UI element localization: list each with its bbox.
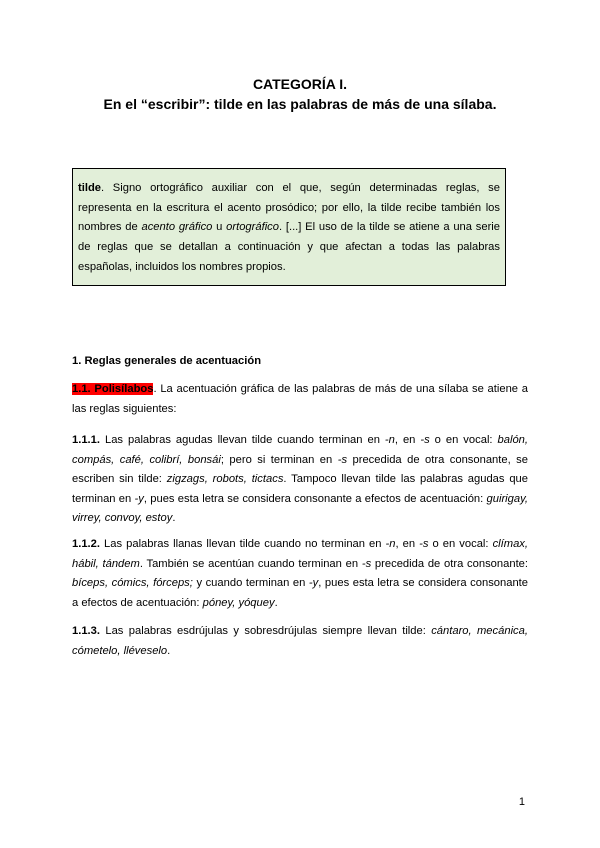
definition-text-1: . Signo ortográfico auxiliar con el que, según determinadas reglas, se representa en la escritura el acento prosódico; por ello, la tilde recibe también los nombres de bbox=[78, 182, 500, 234]
page-number: 1 bbox=[518, 796, 525, 808]
rule-text: ; pero si terminan en bbox=[220, 453, 338, 466]
rule-text: . bbox=[167, 644, 171, 657]
rule-text: . También se acentúan cuando terminan en bbox=[139, 557, 362, 570]
rule-text: y cuando terminan en bbox=[192, 577, 309, 590]
rule-text: , pues esta letra se considera consonante a efectos de acentuación: bbox=[143, 492, 487, 505]
rule-1-1-1 bbox=[72, 431, 528, 529]
rule-text: . Tampoco llevan tilde las palabras agudas que terminan en bbox=[72, 473, 528, 505]
rule-1-1-3 bbox=[72, 622, 528, 661]
section-heading: 1. Reglas generales de acentuación bbox=[72, 355, 262, 367]
rule-text: . bbox=[172, 512, 176, 525]
definition-text-3: . [...] El uso de la tilde se atiene a una serie de reglas que se detallan a continuación y que afectan a todas las palabras españolas, incluidos los nombres propios. bbox=[78, 221, 501, 273]
definition-box bbox=[72, 168, 506, 286]
rule-italic: -s bbox=[420, 434, 430, 446]
rule-example: cántaro, mecánica, cómetelo, lléveselo bbox=[72, 625, 528, 657]
definition-italic-1: acento gráfico bbox=[141, 221, 213, 234]
rule-number: 1.1.1. bbox=[72, 434, 100, 446]
highlighted-label-text: 1.1. Polisílabos bbox=[72, 383, 154, 395]
rule-text: , en bbox=[394, 434, 421, 446]
definition-italic-2: ortográfico bbox=[226, 221, 279, 234]
rule-number: 1.1.2. bbox=[72, 538, 100, 550]
definition-term: tilde bbox=[78, 182, 101, 194]
rule-italic: -s bbox=[361, 557, 372, 570]
category-title: CATEGORÍA I. bbox=[252, 76, 348, 92]
rule-text: , en bbox=[395, 538, 420, 550]
rule-text: Las palabras llanas llevan tilde cuando no terminan en bbox=[100, 538, 386, 550]
rule-example: balón, compás, café, colibrí, bonsái bbox=[72, 434, 528, 466]
definition-text-2: u bbox=[212, 221, 227, 234]
intro-text: . La acentuación gráfica de las palabras de más de una sílaba se atiene a las reglas siguientes: bbox=[72, 383, 528, 415]
rule-text: o en vocal: bbox=[428, 538, 493, 550]
rule-text: precedida de otra consonante: bbox=[371, 557, 529, 570]
rule-example: zigzags, robots, tictacs bbox=[166, 473, 284, 486]
highlighted-label bbox=[72, 383, 153, 395]
rule-text: Las palabras agudas llevan tilde cuando terminan en bbox=[100, 434, 385, 446]
rule-italic: -s bbox=[419, 538, 429, 550]
rule-text: . bbox=[274, 596, 278, 609]
rule-text: o en vocal: bbox=[429, 434, 498, 446]
rule-example: clímax, hábil, tándem bbox=[72, 538, 529, 570]
rule-text: Las palabras esdrújulas y sobresdrújulas siempre llevan tilde: bbox=[100, 625, 432, 637]
category-subtitle: En el “escribir”: tilde en las palabras de más de una sílaba. bbox=[103, 96, 497, 112]
rule-example: bíceps, cómics, fórceps; bbox=[72, 577, 193, 590]
rule-text: , pues esta letra se considera consonante a efectos de acentuación: bbox=[72, 577, 529, 609]
rule-number: 1.1.3. bbox=[72, 625, 100, 637]
rule-example: guirigay, virrey, convoy, estoy bbox=[72, 492, 528, 525]
rule-text: precedida de otra consonante, se escriben sin tilde: bbox=[72, 453, 528, 486]
rule-1-1-2 bbox=[72, 535, 528, 613]
title-block bbox=[0, 74, 600, 114]
rule-italic: -s bbox=[337, 453, 348, 466]
intro-paragraph bbox=[72, 380, 528, 419]
rule-italic: -n bbox=[384, 434, 395, 446]
rule-italic: -y bbox=[308, 577, 319, 590]
rule-example: póney, yóquey bbox=[202, 596, 275, 609]
rule-italic: -y bbox=[134, 492, 144, 505]
rule-italic: -n bbox=[385, 538, 396, 550]
